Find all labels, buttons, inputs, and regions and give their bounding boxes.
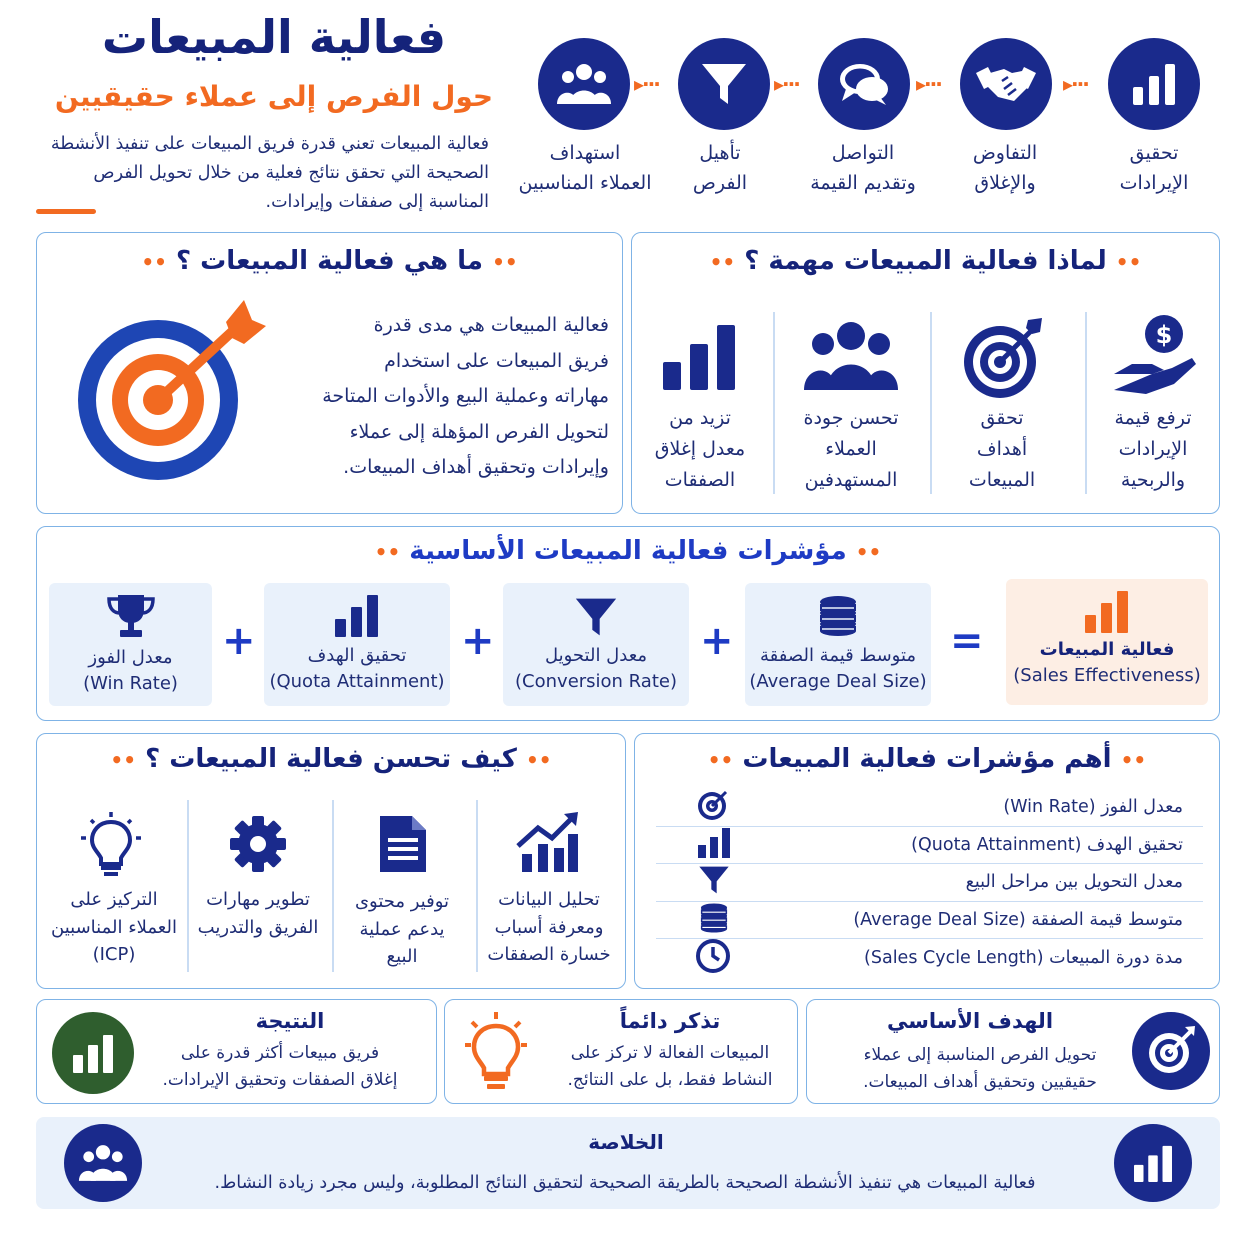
remember-title: تذكر دائماً bbox=[619, 1009, 721, 1033]
divider bbox=[773, 312, 775, 494]
coins-icon bbox=[698, 902, 730, 938]
flow-step-negotiation: التفاوض والإغلاق bbox=[972, 142, 1038, 194]
gear-icon bbox=[228, 814, 288, 878]
people-icon bbox=[64, 1124, 142, 1202]
money-hand-icon bbox=[1112, 312, 1198, 402]
target-icon bbox=[1132, 1012, 1210, 1090]
svg-text:$: $ bbox=[1155, 321, 1173, 349]
target-icon bbox=[696, 788, 730, 826]
list-item: مدة دورة المبيعات (Sales Cycle Length) bbox=[656, 939, 1203, 977]
divider bbox=[476, 800, 478, 972]
what-title: •• ما هي فعالية المبيعات ؟ •• bbox=[141, 246, 518, 276]
flow-arrow-icon: ···▸ bbox=[634, 72, 659, 96]
bar-chart-icon bbox=[1108, 38, 1200, 130]
people-icon bbox=[804, 320, 898, 396]
why-item-close-rate: تزيد من معدل إغلاق الصفقات bbox=[654, 407, 746, 491]
flow-arrow-icon: ···▸ bbox=[1063, 72, 1088, 96]
list-item: متوسط قيمة الصفقة (Average Deal Size) bbox=[656, 902, 1203, 940]
bar-chart-icon bbox=[333, 593, 381, 637]
flow-arrow-icon: ···▸ bbox=[916, 72, 941, 96]
plus-sign: + bbox=[700, 618, 734, 664]
intro-text: فعالية المبيعات تعني قدرة فريق المبيعات على تنفيذ الأنشطة الصحيحة التي تحقق نتائج فعلية من خلال تحويل الفرص المناسبة إلى صفقات وإيرادات. bbox=[50, 134, 489, 212]
bar-chart-icon bbox=[52, 1012, 134, 1094]
bar-chart-icon bbox=[1083, 589, 1131, 633]
why-item-quality: تحسن جودة العملاء المستهدفين bbox=[803, 407, 899, 491]
why-item-targets: تحقق أهداف المبيعات bbox=[968, 407, 1036, 491]
funnel-icon bbox=[678, 38, 770, 130]
handshake-icon bbox=[960, 38, 1052, 130]
lightbulb-icon bbox=[462, 1010, 530, 1098]
indicators-title: •• أهم مؤشرات فعالية المبيعات •• bbox=[707, 744, 1147, 774]
why-item-revenue: ترفع قيمة الإيرادات والربحية bbox=[1114, 407, 1192, 491]
clock-icon bbox=[696, 939, 730, 977]
indicators-list bbox=[656, 789, 1203, 979]
bar-chart-icon bbox=[663, 322, 737, 394]
lightbulb-icon bbox=[80, 812, 142, 882]
kpi-card-conversion: معدل التحويل (Conversion Rate) bbox=[503, 583, 689, 706]
document-icon bbox=[378, 814, 428, 878]
kpi-card-deal-size: متوسط قيمة الصفقة (Average Deal Size) bbox=[745, 583, 931, 706]
remember-text: المبيعات الفعالة لا تركز على النشاط فقط، بل على النتائج. bbox=[567, 1043, 773, 1090]
flow-step-qualify: تأهيل الفرص bbox=[692, 142, 748, 194]
chat-bubbles-icon bbox=[818, 38, 910, 130]
result-title: النتيجة bbox=[255, 1009, 325, 1033]
how-item-content: توفير محتوى يدعم عملية البيع bbox=[354, 891, 450, 967]
list-item: معدل الفوز (Win Rate) bbox=[656, 789, 1203, 827]
bar-chart-icon bbox=[1114, 1124, 1192, 1202]
what-description: فعالية المبيعات هي مدى قدرة فريق المبيعات على استخدام مهاراته وعملية البيع والأدوات المتاحة لتحويل الفرص المؤهلة إلى عملاء وإيرادات وتحقيق أهداف المبيعات. bbox=[322, 314, 609, 478]
intro-accent-bar bbox=[36, 209, 96, 214]
coins-icon bbox=[816, 595, 860, 637]
bar-chart-icon bbox=[698, 828, 730, 862]
trophy-icon bbox=[106, 593, 156, 639]
list-item: معدل التحويل بين مراحل البيع bbox=[656, 864, 1203, 902]
plus-sign: + bbox=[461, 618, 495, 664]
kpi-card-quota: تحقيق الهدف (Quota Attainment) bbox=[264, 583, 450, 706]
flow-step-communication: التواصل وتقديم القيمة bbox=[810, 142, 916, 194]
funnel-icon bbox=[574, 595, 618, 639]
flow-arrow-icon: ···▸ bbox=[774, 72, 799, 96]
target-arrow-icon bbox=[76, 298, 268, 486]
equals-sign: = bbox=[950, 618, 984, 664]
how-item-analytics: تحليل البيانات ومعرفة أسباب خسارة الصفقات bbox=[487, 889, 611, 965]
how-item-training: تطوير مهارات الفريق والتدريب bbox=[197, 889, 319, 938]
kpi-title: •• مؤشرات فعالية المبيعات الأساسية •• bbox=[374, 536, 882, 566]
flow-step-target: استهداف العملاء المناسبين bbox=[518, 142, 652, 194]
plus-sign: + bbox=[222, 618, 256, 664]
list-item: تحقيق الهدف (Quota Attainment) bbox=[656, 827, 1203, 865]
summary-title: الخلاصة bbox=[588, 1130, 664, 1154]
result-text: فريق مبيعات أكثر قدرة على إغلاق الصفقات وتحقيق الإيرادات. bbox=[162, 1043, 398, 1090]
why-title: •• لماذا فعالية المبيعات مهمة ؟ •• bbox=[709, 246, 1142, 276]
kpi-result-card: فعالية المبيعات (Sales Effectiveness) bbox=[1006, 579, 1208, 705]
summary-text: فعالية المبيعات هي تنفيذ الأنشطة الصحيحة بالطريقة الصحيحة لتحقيق النتائج المطلوبة، وليس مجرد زيادة النشاط. bbox=[214, 1173, 1036, 1193]
page-subtitle: حول الفرص إلى عملاء حقيقيين bbox=[54, 80, 494, 113]
how-item-icp: التركيز على العملاء المناسبين (ICP) bbox=[51, 889, 177, 965]
target-icon bbox=[962, 316, 1046, 404]
people-icon bbox=[538, 38, 630, 130]
growth-chart-icon bbox=[516, 810, 580, 878]
kpi-card-win-rate: معدل الفوز (Win Rate) bbox=[49, 583, 212, 706]
goal-title: الهدف الأساسي bbox=[886, 1009, 1054, 1033]
flow-step-revenue: تحقيق الإيرادات bbox=[1119, 142, 1189, 194]
page-title: فعالية المبيعات bbox=[101, 10, 447, 64]
funnel-icon bbox=[698, 864, 730, 900]
goal-text: تحويل الفرص المناسبة إلى عملاء حقيقيين وتحقيق أهداف المبيعات. bbox=[863, 1045, 1097, 1092]
how-title: •• كيف تحسن فعالية المبيعات ؟ •• bbox=[110, 744, 552, 774]
